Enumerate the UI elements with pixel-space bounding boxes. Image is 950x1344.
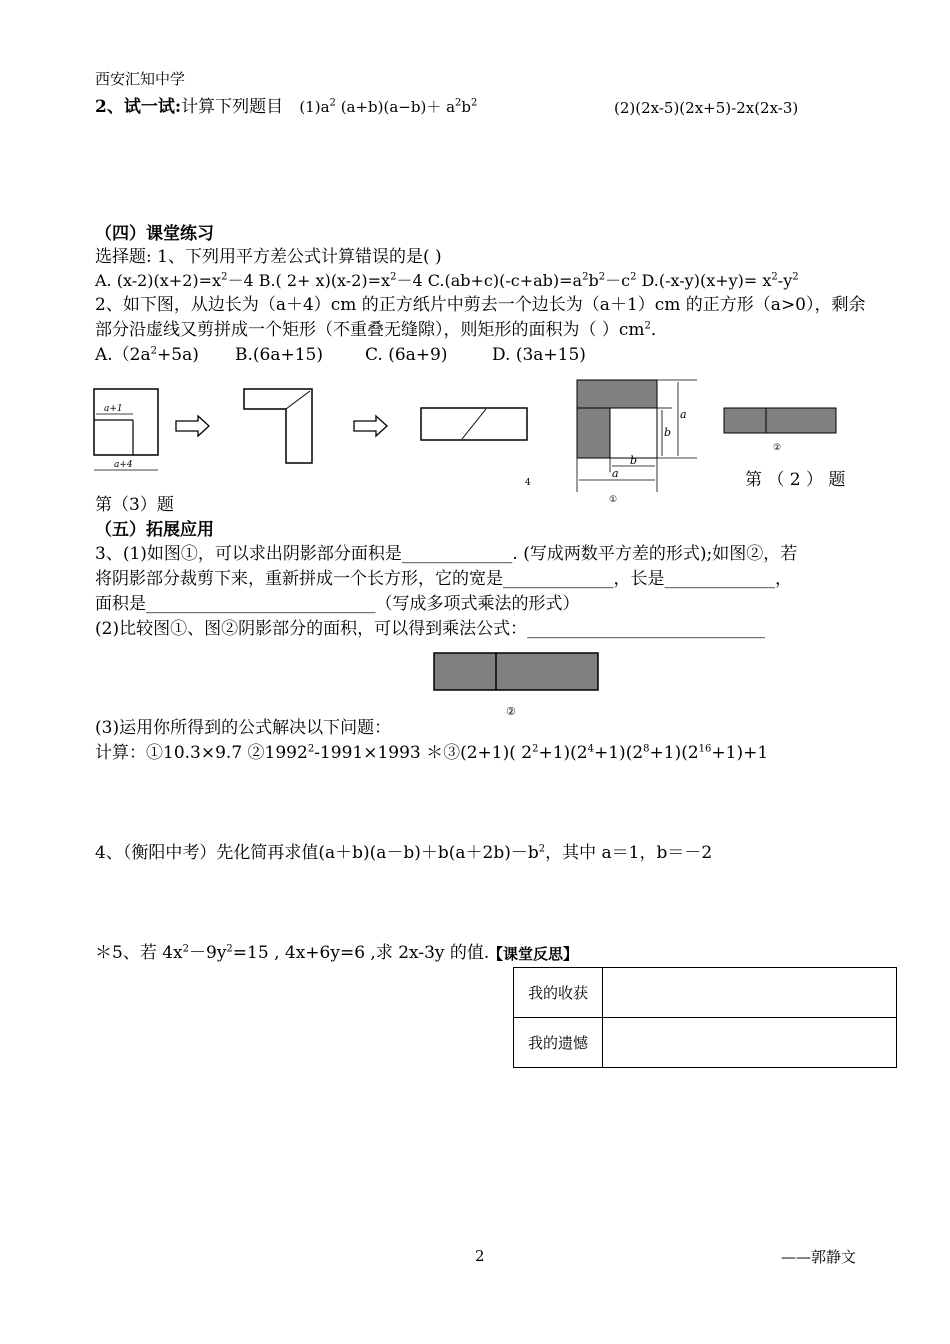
calc-text: -1991×1993 ＊③(2+1)( 2: [314, 743, 533, 763]
sup: 2: [792, 271, 799, 283]
reflection-table: [513, 967, 897, 1068]
q5-text: ＊5、若 4x: [95, 943, 183, 963]
rectangle-figure: [418, 405, 530, 443]
section4-q2-line2: [95, 319, 668, 341]
sup: 2: [538, 843, 546, 855]
section4-title: （四）课堂练习: [95, 224, 214, 244]
section5-line5: (3)运用你所得到的公式解决以下问题：: [95, 718, 392, 738]
try-intro: 计算下列题目: [181, 97, 284, 117]
sup: 2: [390, 271, 397, 283]
opt-text: b: [588, 271, 599, 290]
try-problem-line: [95, 96, 477, 118]
opt-a: +5a): [157, 345, 199, 365]
opt-b: B.(6a+15): [235, 345, 323, 365]
caption-q2: 第 （ 2 ） 题: [745, 470, 846, 490]
try-p1-b: (a+b)(a−b)＋ a: [335, 98, 456, 116]
sup: 2: [455, 97, 462, 109]
section5-line1: 3、(1)如图①，可以求出阴影部分面积是_____________. (写成两数平方差的形式);如图②，若: [95, 544, 798, 564]
sup: 2: [644, 320, 651, 332]
try-p1-c: b: [461, 98, 472, 116]
reflection-regret-label: 我的遗憾: [514, 1018, 603, 1068]
opt-text: －4 B.( 2+ x)(x-2)=x: [227, 271, 391, 290]
calc-text: 计算：①10.3×9.7 ②1992: [95, 743, 308, 763]
shaded-square-figure-1: [572, 376, 702, 506]
try-p1-a: (1)a: [299, 98, 330, 116]
opt-text: -y: [777, 271, 793, 290]
circle-2-label-large: ②: [506, 705, 516, 718]
shaded-rectangle-figure-2-large: [430, 650, 602, 722]
sup: 4: [587, 743, 594, 755]
section4-q1-options: [95, 270, 799, 292]
reflection-title: 【课堂反思】: [488, 945, 579, 963]
calc-text: +1)(2: [538, 743, 588, 763]
sup: 2: [221, 271, 228, 283]
q4-line: [95, 842, 712, 864]
label-a-right: a: [680, 408, 687, 421]
opt-text: －4 C.(ab+c)(-c+ab)=a: [396, 271, 583, 290]
q5-text: =15 , 4x+6y=6 ,求 2x-3y 的值.: [232, 943, 490, 963]
sup: 8: [643, 743, 650, 755]
opt-text: D.(-x-y)(x+y)= x: [636, 271, 772, 290]
circle-1-label: ①: [609, 495, 618, 505]
q2-text: 部分沿虚线又剪拼成一个矩形（不重叠无缝隙），则矩形的面积为（ ）cm: [95, 320, 645, 340]
label-b-bottom: b: [630, 454, 638, 467]
opt-text: －c: [605, 271, 631, 290]
tiny-mark: 4: [525, 478, 531, 488]
reflection-gain-field[interactable]: [603, 968, 897, 1018]
section5-title: （五）拓展应用: [95, 520, 214, 540]
q4-text: 4、（衡阳中考）先化简再求值(a＋b)(a－b)＋b(a＋2b)－b: [95, 843, 539, 863]
sup: 2: [307, 743, 315, 755]
sup: 2: [226, 943, 233, 955]
sup: 2: [471, 97, 478, 109]
opt-d: D. (3a+15): [492, 345, 586, 365]
square-cut-figure: [90, 383, 160, 478]
sup: 2: [771, 271, 778, 283]
l-shape-figure: [240, 385, 316, 467]
opt-text: A. (x-2)(x+2)=x: [95, 271, 222, 290]
q5-line: [95, 942, 489, 964]
sup: 2: [329, 97, 336, 109]
section5-calc: [95, 742, 768, 764]
page-number: 2: [475, 1247, 485, 1265]
sup: 16: [698, 743, 712, 755]
label-a-bottom: a: [612, 467, 619, 480]
label-a-plus-4: a+4: [114, 460, 133, 470]
calc-text: +1)(2: [594, 743, 644, 763]
label-b-right: b: [664, 426, 672, 439]
reflection-regret-field[interactable]: [603, 1018, 897, 1068]
reflection-gain-label: 我的收获: [514, 968, 603, 1018]
calc-text: +1)+1: [711, 743, 769, 763]
section4-q2-line1: 2、如下图，从边长为（a＋4）cm 的正方纸片中剪去一个边长为（a＋1）cm 的正方形（a>0），剩余: [95, 295, 866, 315]
try-title: 试一试:: [123, 97, 182, 117]
section5-line2: 将阴影部分裁剪下来，重新拼成一个长方形，它的宽是_____________，长是_____________，: [95, 569, 792, 589]
opt-c: C. (6a+9): [365, 345, 448, 365]
arrow-right-icon: [172, 414, 212, 438]
author: ——郭静文: [781, 1248, 857, 1266]
calc-text: +1)(2: [649, 743, 699, 763]
section5-line4: (2)比较图①、图②阴影部分的面积，可以得到乘法公式：____________________________: [95, 619, 766, 639]
school-name: 西安汇知中学: [95, 70, 186, 88]
section4-q1: 选择题: 1、下列用平方差公式计算错误的是( ): [95, 247, 442, 267]
opt-a: A.（2a: [95, 345, 151, 365]
q2-text: ．: [650, 320, 668, 340]
table-row: [514, 968, 897, 1018]
caption-q3: 第（3）题: [95, 495, 174, 515]
section4-q2-options: [95, 344, 199, 366]
q4-text: ，其中 a＝1，b＝－2: [545, 843, 713, 863]
table-row: [514, 1018, 897, 1068]
sup: 2: [150, 345, 158, 357]
circle-2-label: ②: [773, 443, 782, 453]
sup: 2: [598, 271, 606, 283]
label-a-plus-1: a+1: [104, 404, 123, 414]
sup: 2: [182, 943, 189, 955]
section5-line3: 面积是___________________________（写成多项式乘法的形式）: [95, 594, 580, 614]
shaded-rectangle-figure-2: [720, 404, 842, 456]
q5-text: －9y: [189, 943, 227, 963]
try-p2: (2)(2x-5)(2x+5)-2x(2x-3): [614, 99, 799, 117]
sup: 2: [630, 271, 637, 283]
try-number: 2、: [95, 97, 124, 117]
arrow-right-icon: [350, 414, 390, 438]
sup: 2: [582, 271, 589, 283]
sup: 2: [532, 743, 539, 755]
